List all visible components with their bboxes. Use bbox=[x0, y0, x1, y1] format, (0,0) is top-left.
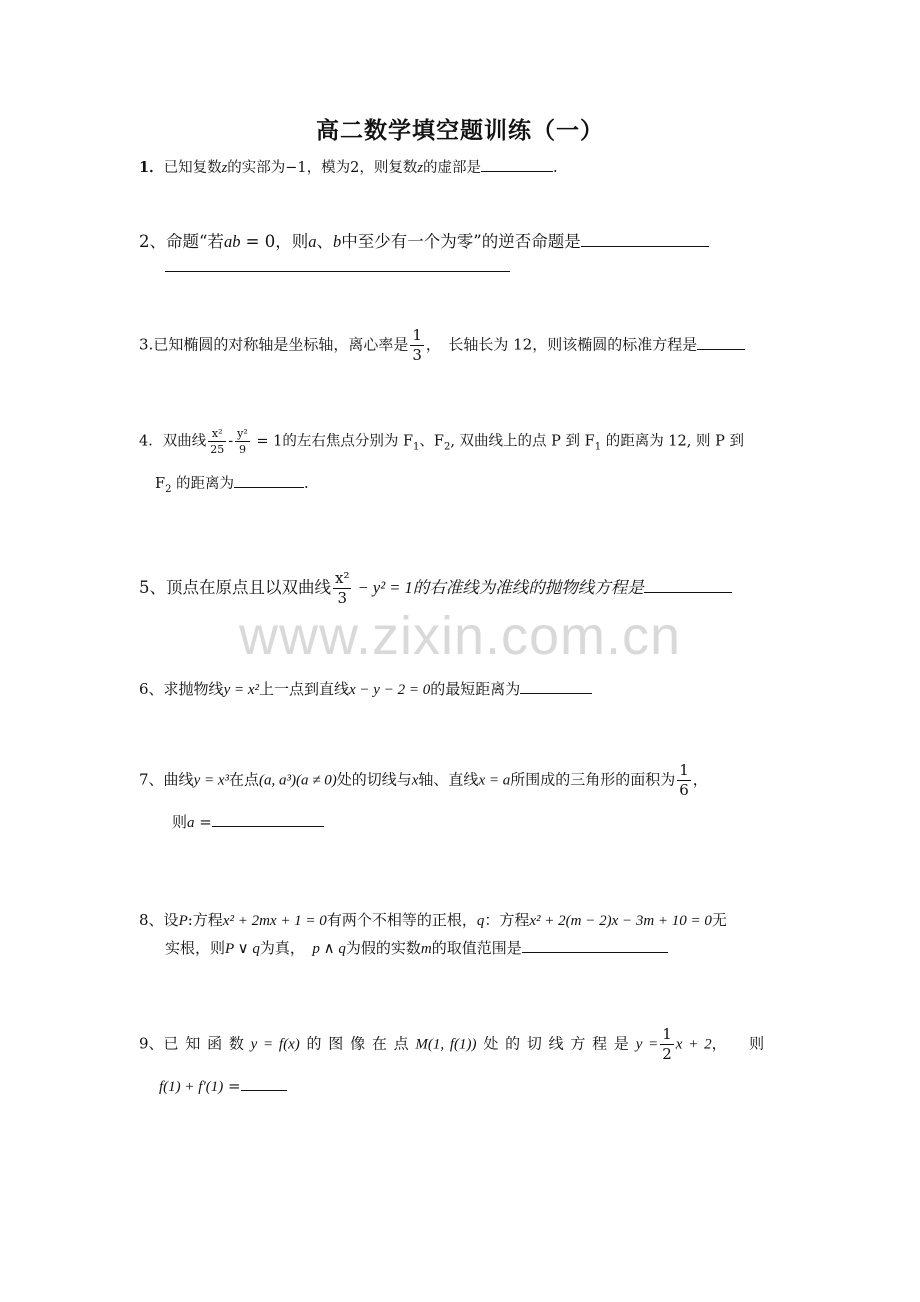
question-7-line-2: 则a = bbox=[172, 812, 324, 833]
answer-blank[interactable] bbox=[644, 578, 732, 593]
question-5: 5、顶点在原点且以双曲线 $\frac{\text{x²}}{3}$ − y² = 1的右准线为准线的抛物线方程是 bbox=[139, 571, 732, 606]
question-number: 6、 bbox=[139, 680, 164, 698]
question-1: 1．已知复数z的实部为−1，模为2，则复数z的虚部是 . bbox=[139, 159, 558, 176]
answer-blank[interactable] bbox=[212, 812, 324, 827]
question-4: 4．双曲线 $\frac{\text{x²}}{25}$ - $\frac{\text{y²}}{9}$ = 1的左右焦点分别为 $F_1$、$F_2$, 双曲线上的点 P 到 $F_1$ 的距离为 12, 则 P 到 bbox=[139, 427, 744, 456]
question-6: 6、求抛物线y = x²上一点到直线x − y − 2 = 0的最短距离为 bbox=[139, 679, 592, 700]
page-title: 高二数学填空题训练（一） bbox=[316, 117, 604, 144]
question-8: 8、设P:方程x² + 2mx + 1 = 0有两个不相等的正根，q：方程x² + 2(m − 2)x − 3m + 10 = 0无 bbox=[139, 911, 727, 929]
fraction: $\frac{\text{x²}}{25}$ bbox=[210, 427, 225, 456]
question-number: 4． bbox=[139, 433, 163, 450]
question-2: 2、命题“若ab = 0，则a、b中至少有一个为零”的逆否命题是 bbox=[139, 232, 709, 252]
question-7: 7、曲线y = x³在点(a, a³)(a ≠ 0)处的切线与x轴、直线x = a所围成的三角形的面积为 $\frac{1}{6}$ ， bbox=[139, 761, 708, 799]
fraction: $\frac{\text{y²}}{9}$ bbox=[237, 427, 248, 456]
question-number: 1． bbox=[139, 159, 164, 176]
question-9-line-2: f(1) + f′(1) = bbox=[159, 1076, 287, 1097]
answer-blank[interactable] bbox=[697, 335, 745, 350]
question-4-line-2: $F_2$ 的距离为 . bbox=[155, 473, 309, 500]
question-number: 3. bbox=[139, 335, 154, 354]
question-3: 3.已知椭圆的对称轴是坐标轴，离心率是 $\frac{1}{3}$ ， 长轴长为 12，则该椭圆的标准方程是 bbox=[139, 328, 745, 363]
question-number: 7、 bbox=[139, 770, 164, 789]
question-9: 9、已 知 函 数 y = f(x) 的 图 像 在 点 M(1, f(1)) 处 的 切 线 方 程 是 y = $\frac{1}{2}$ x + 2， 则 bbox=[139, 1025, 765, 1063]
answer-blank-line-2[interactable] bbox=[165, 271, 510, 272]
question-number: 8、 bbox=[139, 911, 164, 929]
question-8-line-2: 实根，则P ∨ q为真， p ∧ q为假的实数m的取值范围是 bbox=[165, 938, 668, 959]
question-number: 2、 bbox=[139, 232, 166, 251]
answer-blank[interactable] bbox=[241, 1076, 287, 1091]
fraction: $\frac{1}{3}$ bbox=[412, 326, 422, 364]
fraction: $\frac{1}{2}$ bbox=[662, 1025, 672, 1063]
answer-blank[interactable] bbox=[522, 938, 668, 953]
question-number: 9、 bbox=[139, 1034, 164, 1053]
fraction: $\frac{1}{6}$ bbox=[679, 761, 689, 799]
answer-blank[interactable] bbox=[481, 157, 553, 172]
answer-blank[interactable] bbox=[520, 679, 592, 694]
watermark: www.zixin.com.cn bbox=[238, 606, 682, 666]
answer-blank[interactable] bbox=[234, 473, 304, 488]
question-number: 5、 bbox=[139, 578, 166, 597]
answer-blank[interactable] bbox=[581, 232, 709, 247]
fraction: $\frac{\text{x²}}{3}$ bbox=[335, 569, 350, 607]
